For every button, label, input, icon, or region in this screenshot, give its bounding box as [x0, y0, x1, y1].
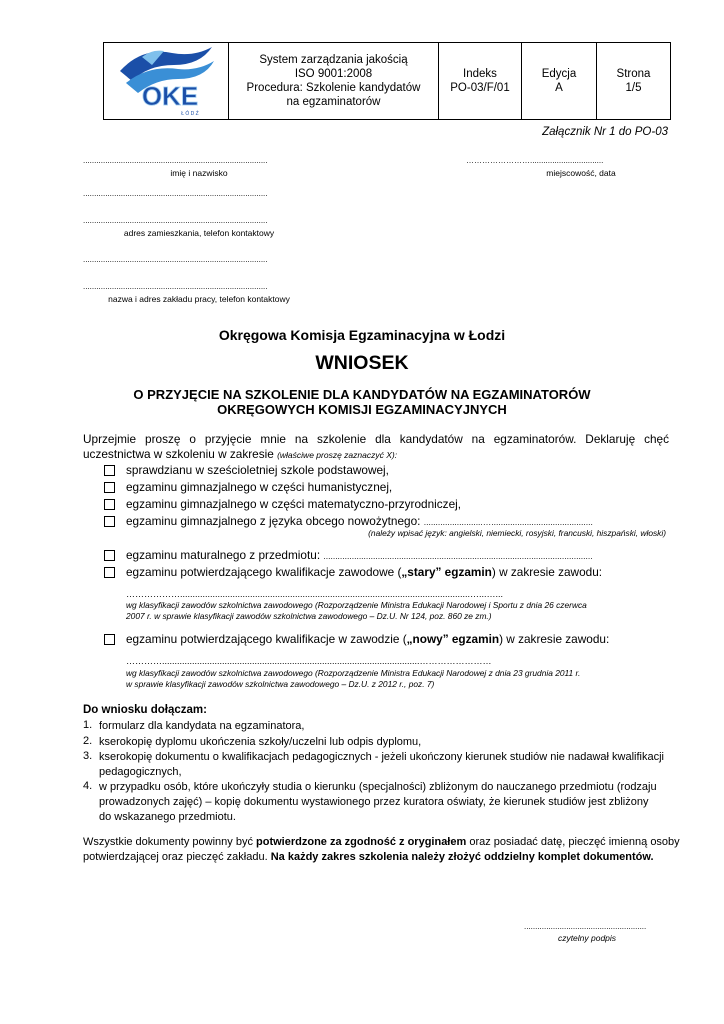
subject-field-line[interactable]: .................................................................................................................. [323, 551, 593, 561]
option-6-label-pre: egzaminu potwierdzającego kwalifikacje zawodowe ( [126, 565, 402, 579]
option-1-label: sprawdzianu w sześcioletniej szkole podstawowej, [126, 463, 389, 477]
checkbox-option-5[interactable] [104, 550, 115, 561]
index-value: PO-03/F/01 [450, 82, 510, 94]
option-6-label-bold: „stary” egzamin [401, 565, 492, 579]
address-field-line-1[interactable]: ................................................................................... [83, 189, 268, 198]
option-7-label-pre: egzaminu potwierdzającego kwalifikacje w zawodzie ( [126, 632, 407, 646]
place-date-field-line[interactable]: ……………………................................. [466, 156, 604, 165]
edition-value: A [555, 82, 563, 94]
option-4-label: egzaminu gimnazjalnego z języka obcego nowożytnego: [126, 514, 421, 528]
footer-line-2 [83, 851, 654, 863]
option-6-label-post: ) w zakresie zawodu: [491, 565, 603, 579]
workplace-field-label: nazwa i adres zakładu pracy, telefon kontaktowy [108, 294, 290, 304]
address-field-line-2[interactable]: ................................................................................... [83, 216, 268, 225]
option-5-label: egzaminu maturalnego z przedmiotu: [126, 548, 321, 562]
footer-text-1: Wszystkie dokumenty powinny być [83, 836, 257, 848]
logo-text: OKE [141, 81, 199, 111]
system-line-2: ISO 9001:2008 [294, 68, 373, 80]
signature-label: czytelny podpis [557, 933, 617, 943]
attachments-heading: Do wniosku dołączam: [83, 704, 207, 716]
name-field-line[interactable]: ................................................................................... [83, 156, 268, 165]
index-cell [439, 43, 522, 120]
attachment-2-number: 2. [83, 735, 93, 747]
document-title: WNIOSEK [315, 352, 409, 374]
edition-label: Edycja [541, 68, 577, 80]
footer-bold-2: Na każdy zakres szkolenia należy złożyć oddzielny komplet dokumentów. [270, 851, 654, 863]
checkbox-option-7[interactable] [104, 634, 115, 645]
logo-subtext: Ł Ó D Ź [181, 111, 199, 115]
index-label: Indeks [463, 68, 497, 80]
attachment-1-number: 1. [83, 719, 93, 731]
checkbox-option-6[interactable] [104, 567, 115, 578]
language-note: (należy wpisać język: angielski, niemiecki, rosyjski, francuski, hiszpański, włoski) [368, 528, 666, 538]
option-7-label-post: ) w zakresie zawodu: [499, 632, 610, 646]
language-field-line[interactable]: .........................…........................................... [423, 517, 593, 527]
place-date-field-label: miejscowość, data [546, 168, 616, 178]
option-4-row [126, 514, 593, 528]
page-cell [597, 43, 671, 120]
option-3-label: egzaminu gimnazjalnego w części matematyczno-przyrodniczej, [126, 497, 462, 511]
system-cell [229, 43, 439, 120]
option-7-row [126, 632, 609, 646]
logo-cell [104, 43, 229, 120]
option-5-row [126, 548, 593, 562]
new-exam-note-2: w sprawie klasyfikacji zawodów szkolnictwa zawodowego – Dz.U. z 2012 r., poz. 7) [126, 679, 435, 689]
page-value: 1/5 [625, 82, 642, 94]
old-exam-note-1: wg klasyfikacji zawodów szkolnictwa zawodowego (Rozporządzenie Ministra Edukacji Narodowej i Sportu z dnia 26 czerwca [126, 600, 587, 610]
footer-bold-1: potwierdzone za zgodność z oryginałem [256, 836, 467, 848]
option-2-label: egzaminu gimnazjalnego w części humanistycznej, [126, 480, 393, 494]
footer-line-1 [83, 836, 680, 848]
attachment-2-text: kserokopię dyplomu ukończenia szkoły/uczelni lub odpis dyplomu, [99, 736, 422, 748]
attachment-number: Załącznik Nr 1 do PO-03 [542, 126, 668, 138]
intro-hint: (właściwe proszę zaznaczyć X): [277, 450, 398, 460]
attachment-4-number: 4. [83, 780, 93, 792]
system-line-4: na egzaminatorów [286, 96, 381, 108]
intro-text: uczestnictwa w szkoleniu w zakresie [83, 447, 274, 461]
document-subtitle-2: OKRĘGOWYCH KOMISJI EGZAMINACYJNYCH [217, 402, 507, 417]
oke-logo-icon [112, 43, 220, 115]
page-label: Strona [616, 68, 651, 80]
checkbox-option-1[interactable] [104, 465, 115, 476]
attachment-1-text: formularz dla kandydata na egzaminatora, [99, 720, 305, 732]
attachment-3-number: 3. [83, 750, 93, 762]
edition-cell [522, 43, 597, 120]
signature-field-line[interactable]: ....................................................... [524, 922, 647, 931]
attachment-3-text-1: kserokopię dokumentu o kwalifikacjach pedagogicznych - jeżeli ukończony kierunek studiów nie nadawał kwalifikacji [99, 751, 664, 763]
system-line-3: Procedura: Szkolenie kandydatów [246, 82, 421, 94]
workplace-field-line-1[interactable]: ................................................................................... [83, 255, 268, 264]
recipient-heading: Okręgowa Komisja Egzaminacyjna w Łodzi [218, 327, 506, 343]
workplace-field-line-2[interactable]: ................................................................................... [83, 282, 268, 291]
checkbox-option-3[interactable] [104, 499, 115, 510]
new-exam-note-1: wg klasyfikacji zawodów szkolnictwa zawodowego (Rozporządzenie Ministra Edukacji Narodowej z dnia 23 grudnia 2011 r. [126, 668, 581, 678]
attachment-4-text-2: prowadzonych zajęć) – kopię dokumentu wystawionego przez kuratora oświaty, że kierunek studiów jest zbliżony [99, 796, 649, 808]
checkbox-option-4[interactable] [104, 516, 115, 527]
document-header-table [103, 42, 671, 120]
old-exam-profession-field-line[interactable]: ………………....................................................................................................................…...…... [126, 589, 504, 599]
checkbox-option-2[interactable] [104, 482, 115, 493]
old-exam-note-2: 2007 r. w sprawie klasyfikacji zawodów szkolnictwa zawodowego – Dz.U. Nr 124, poz. 860 ze zm.) [126, 611, 492, 621]
option-6-row [126, 565, 602, 579]
name-field-label: imię i nazwisko [170, 168, 228, 178]
footer-text-2: potwierdzającej oraz pieczęć zakładu. [83, 851, 271, 863]
address-field-label: adres zamieszkania, telefon kontaktowy [123, 228, 275, 238]
option-7-label-bold: „nowy” egzamin [406, 632, 500, 646]
new-exam-profession-field-line[interactable]: ………….......................................................................................................…………………… [126, 656, 492, 666]
attachment-3-text-2: pedagogicznych, [99, 766, 182, 778]
intro-line-1: Uprzejmie proszę o przyjęcie mnie na szkolenie dla kandydatów na egzaminatorów. Deklaruję chęć [83, 432, 669, 446]
attachment-4-text-1: w przypadku osób, które ukończyły studia o kierunku (specjalności) zbliżonym do nauczanego przedmiotu (rodzaju [99, 781, 657, 793]
attachment-4-text-3: do wskazanego przedmiotu. [99, 811, 236, 823]
intro-line-2 [83, 447, 397, 461]
document-subtitle-1: O PRZYJĘCIE NA SZKOLENIE DLA KANDYDATÓW NA EGZAMINATORÓW [133, 387, 591, 402]
system-line-1: System zarządzania jakością [259, 54, 408, 66]
footer-text-1-post: oraz posiadać datę, pieczęć imienną osoby [466, 836, 680, 848]
